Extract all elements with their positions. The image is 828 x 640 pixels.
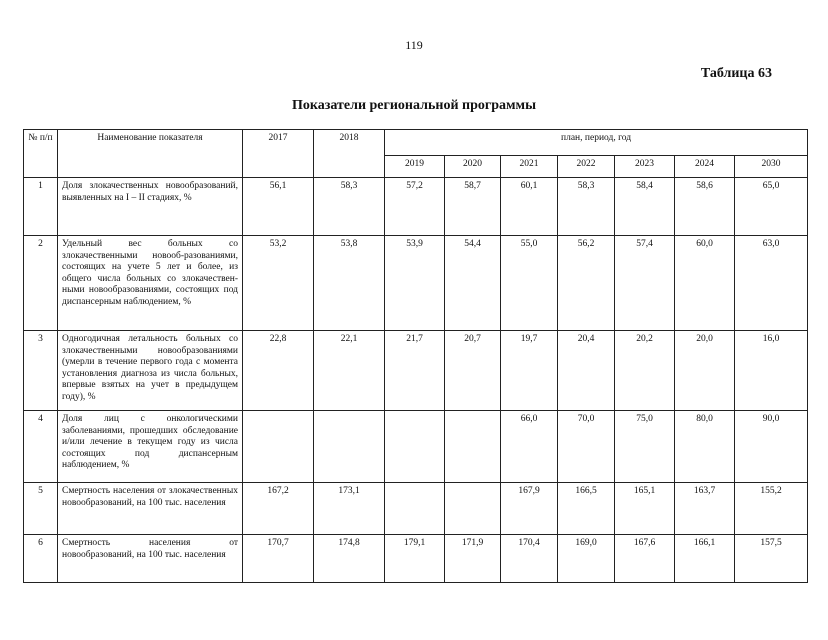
page-number: 119 <box>405 38 423 52</box>
value-cell: 58,7 <box>445 178 501 236</box>
header-year-2030: 2030 <box>735 156 808 178</box>
value-cell: 56,1 <box>243 178 314 236</box>
value-cell: 171,9 <box>445 535 501 583</box>
value-cell: 179,1 <box>385 535 445 583</box>
value-cell: 22,8 <box>243 331 314 411</box>
value-cell: 170,4 <box>501 535 558 583</box>
indicator-name: Доля лиц с онкологическими заболеваниями, прошедших обследование и/или лечение в текущем году из числа состоящих под диспансерным наблюдением, % <box>58 411 243 483</box>
header-name: Наименование показателя <box>58 130 243 178</box>
table-row <box>24 178 808 236</box>
indicator-name: Смертность населения от злокачественных новообразований, на 100 тыс. населения <box>58 483 243 535</box>
row-number: 6 <box>24 535 58 583</box>
value-cell: 20,4 <box>558 331 615 411</box>
value-cell: 157,5 <box>735 535 808 583</box>
value-cell: 55,0 <box>501 236 558 331</box>
indicator-name: Одногодичная летальность больных со злокачественными новообразованиями (умерли в течение первого года с момента установления диагноза из числа больных, впервые взятых на учет в предыдущем году), % <box>58 331 243 411</box>
value-cell <box>385 411 445 483</box>
value-cell: 53,8 <box>314 236 385 331</box>
value-cell: 58,6 <box>675 178 735 236</box>
value-cell <box>445 411 501 483</box>
value-cell: 75,0 <box>615 411 675 483</box>
header-year-2022: 2022 <box>558 156 615 178</box>
row-number: 1 <box>24 178 58 236</box>
header-year-2023: 2023 <box>615 156 675 178</box>
header-year-2018: 2018 <box>314 130 385 178</box>
value-cell: 53,9 <box>385 236 445 331</box>
value-cell <box>243 411 314 483</box>
header-year-2020: 2020 <box>445 156 501 178</box>
value-cell: 57,2 <box>385 178 445 236</box>
value-cell: 173,1 <box>314 483 385 535</box>
value-cell: 174,8 <box>314 535 385 583</box>
document-title: Показатели региональной программы <box>291 98 537 113</box>
value-cell: 63,0 <box>735 236 808 331</box>
value-cell: 155,2 <box>735 483 808 535</box>
header-year-2019: 2019 <box>385 156 445 178</box>
value-cell: 166,5 <box>558 483 615 535</box>
indicator-name: Удельный вес больных со злокачественными новооб-разованиями, состоящих на учете 5 лет и более, из общего числа больных со злокачествен-ными новообразованиями, состоящих под диспансерным наблюдением, % <box>58 236 243 331</box>
value-cell: 53,2 <box>243 236 314 331</box>
header-num: № п/п <box>24 130 58 178</box>
value-cell: 21,7 <box>385 331 445 411</box>
value-cell: 170,7 <box>243 535 314 583</box>
table-row <box>24 535 808 583</box>
indicators-table <box>23 129 808 583</box>
header-year-2024: 2024 <box>675 156 735 178</box>
table-row <box>24 483 808 535</box>
value-cell: 20,7 <box>445 331 501 411</box>
value-cell: 22,1 <box>314 331 385 411</box>
value-cell: 169,0 <box>558 535 615 583</box>
indicator-name: Смертность населения от новообразований, на 100 тыс. населения <box>58 535 243 583</box>
value-cell: 58,3 <box>558 178 615 236</box>
value-cell: 58,4 <box>615 178 675 236</box>
value-cell: 80,0 <box>675 411 735 483</box>
value-cell <box>445 483 501 535</box>
value-cell: 20,0 <box>675 331 735 411</box>
value-cell: 167,6 <box>615 535 675 583</box>
header-plan-period: план, период, год <box>385 130 808 156</box>
value-cell: 90,0 <box>735 411 808 483</box>
value-cell: 65,0 <box>735 178 808 236</box>
row-number: 5 <box>24 483 58 535</box>
value-cell <box>314 411 385 483</box>
header-year-2017: 2017 <box>243 130 314 178</box>
row-number: 2 <box>24 236 58 331</box>
table-row <box>24 411 808 483</box>
value-cell: 54,4 <box>445 236 501 331</box>
table-label: Таблица 63 <box>700 66 772 81</box>
value-cell: 167,2 <box>243 483 314 535</box>
row-number: 3 <box>24 331 58 411</box>
value-cell: 60,1 <box>501 178 558 236</box>
value-cell: 56,2 <box>558 236 615 331</box>
value-cell: 20,2 <box>615 331 675 411</box>
table-row <box>24 331 808 411</box>
value-cell: 16,0 <box>735 331 808 411</box>
value-cell: 163,7 <box>675 483 735 535</box>
value-cell <box>385 483 445 535</box>
value-cell: 167,9 <box>501 483 558 535</box>
value-cell: 60,0 <box>675 236 735 331</box>
header-year-2021: 2021 <box>501 156 558 178</box>
value-cell: 70,0 <box>558 411 615 483</box>
value-cell: 66,0 <box>501 411 558 483</box>
indicator-name: Доля злокачественных новообразований, выявленных на I – II стадиях, % <box>58 178 243 236</box>
value-cell: 165,1 <box>615 483 675 535</box>
row-number: 4 <box>24 411 58 483</box>
value-cell: 57,4 <box>615 236 675 331</box>
value-cell: 19,7 <box>501 331 558 411</box>
table-row <box>24 236 808 331</box>
value-cell: 166,1 <box>675 535 735 583</box>
value-cell: 58,3 <box>314 178 385 236</box>
